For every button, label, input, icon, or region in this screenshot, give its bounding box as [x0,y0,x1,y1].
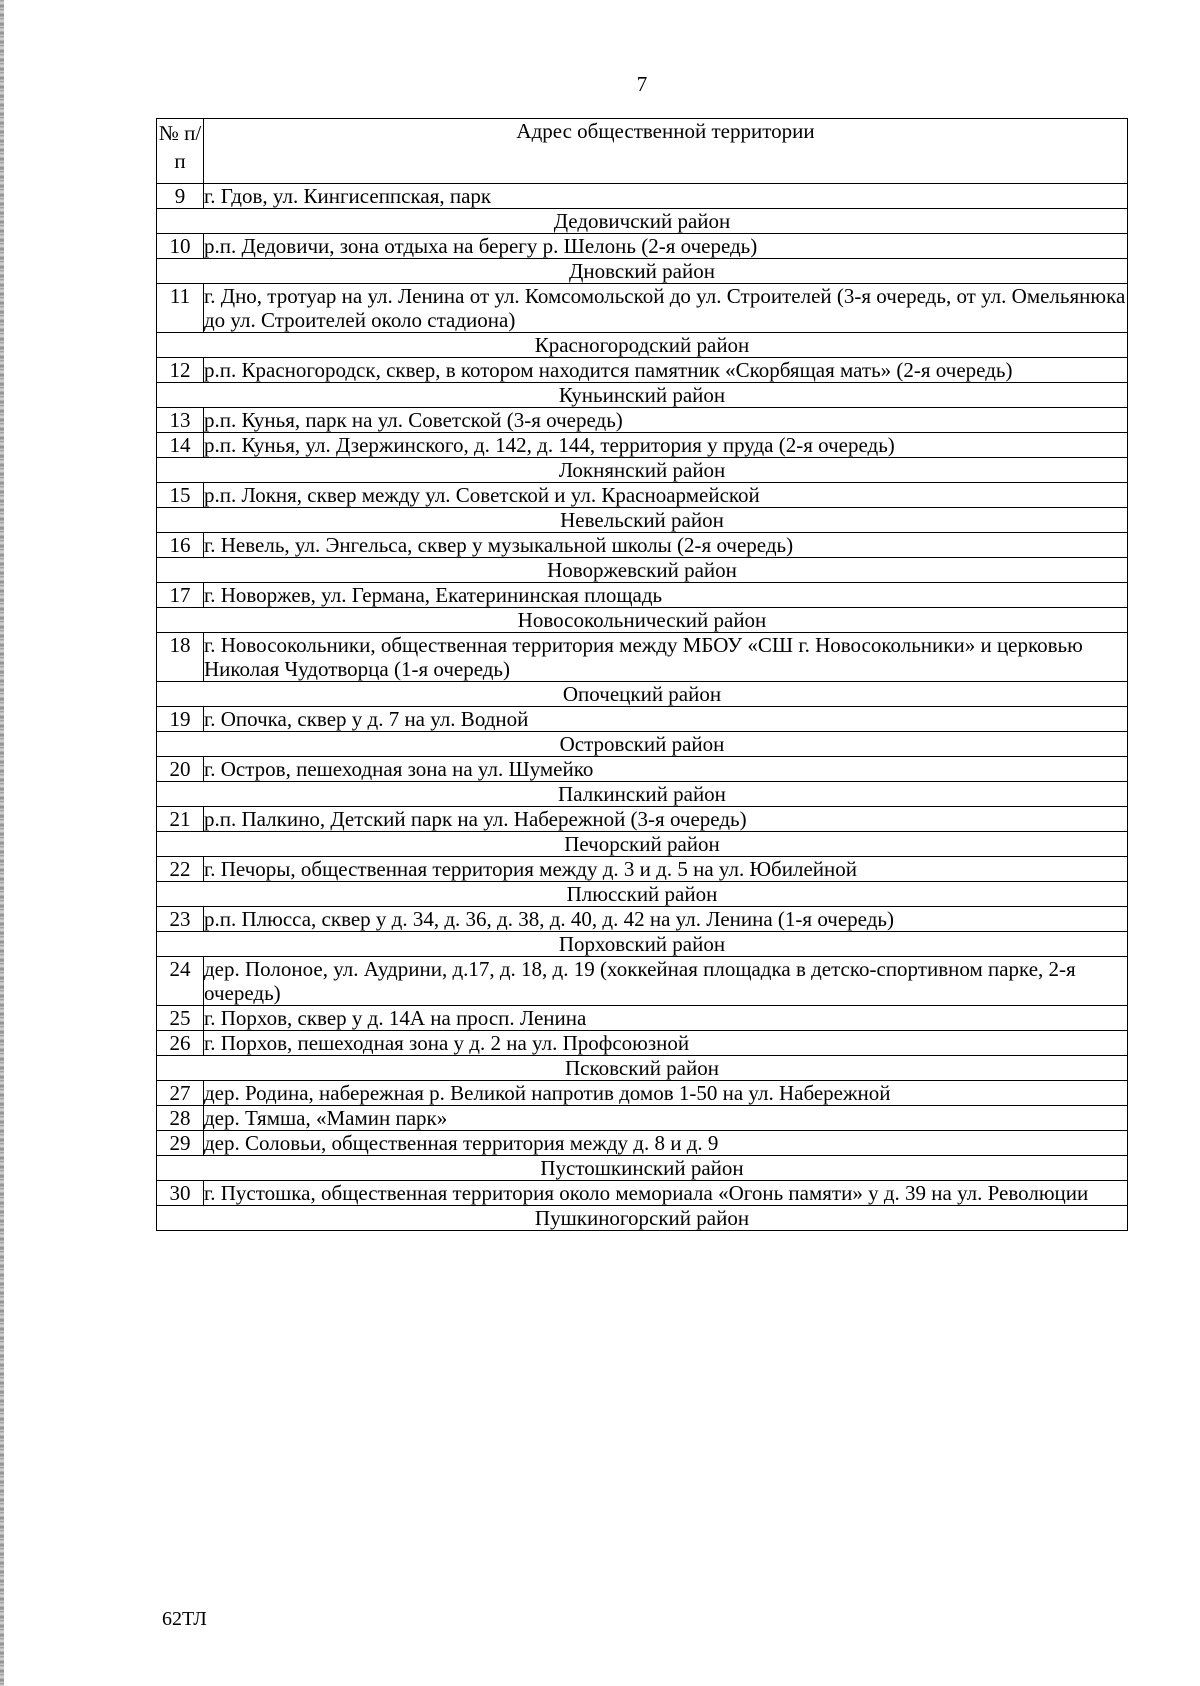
table-row [157,1006,1128,1031]
table-row [157,1106,1128,1131]
district-name: Локнянский район [157,458,1128,483]
table-row [157,1131,1128,1156]
district-row [157,1206,1128,1231]
table-row [157,433,1128,458]
header-address: Адрес общественной территории [204,119,1128,184]
address-text: г. Порхов, пешеходная зона у д. 2 на ул. Профсоюзной [204,1031,1128,1056]
address-text: дер. Полоное, ул. Аудрини, д.17, д. 18, д. 19 (хоккейная площадка в детско-спортивном парке, 2-я очередь) [204,957,1128,1006]
address-text: дер. Тямша, «Мамин парк» [204,1106,1128,1131]
address-text: г. Гдов, ул. Кингисеппская, парк [204,184,1128,209]
district-row [157,732,1128,757]
district-name: Пушкиногорский район [157,1206,1128,1231]
table-row [157,408,1128,433]
row-number: 30 [157,1181,204,1206]
district-name: Плюсский район [157,882,1128,907]
district-name: Невельский район [157,508,1128,533]
row-number: 26 [157,1031,204,1056]
district-row [157,333,1128,358]
table-row [157,1181,1128,1206]
address-text: г. Остров, пешеходная зона на ул. Шумейко [204,757,1128,782]
address-text: р.п. Палкино, Детский парк на ул. Набережной (3-я очередь) [204,807,1128,832]
table-row [157,483,1128,508]
table-row [157,1031,1128,1056]
table-body [157,184,1128,1231]
district-name: Островский район [157,732,1128,757]
row-number: 15 [157,483,204,508]
district-row [157,832,1128,857]
address-text: г. Дно, тротуар на ул. Ленина от ул. Комсомольской до ул. Строителей (3-я очередь, от ул. Омельянюка до ул. Строителей около стадиона) [204,284,1128,333]
table-row [157,957,1128,1006]
row-number: 16 [157,533,204,558]
district-row [157,508,1128,533]
table-row [157,757,1128,782]
row-number: 21 [157,807,204,832]
row-number: 19 [157,707,204,732]
table-header-row [157,119,1128,184]
district-name: Дедовичский район [157,209,1128,234]
page-number: 7 [636,72,648,96]
address-text: г. Опочка, сквер у д. 7 на ул. Водной [204,707,1128,732]
district-row [157,383,1128,408]
address-text: дер. Соловьи, общественная территория между д. 8 и д. 9 [204,1131,1128,1156]
row-number: 22 [157,857,204,882]
row-number: 9 [157,184,204,209]
row-number: 10 [157,234,204,259]
address-text: р.п. Кунья, парк на ул. Советской (3-я очередь) [204,408,1128,433]
row-number: 17 [157,583,204,608]
address-text: р.п. Красногородск, сквер, в котором находится памятник «Скорбящая мать» (2-я очередь) [204,358,1128,383]
district-name: Красногородский район [157,333,1128,358]
address-text: г. Невель, ул. Энгельса, сквер у музыкальной школы (2-я очередь) [204,533,1128,558]
row-number: 20 [157,757,204,782]
row-number: 23 [157,907,204,932]
row-number: 25 [157,1006,204,1031]
row-number: 29 [157,1131,204,1156]
district-name: Куньинский район [157,383,1128,408]
address-text: г. Печоры, общественная территория между д. 3 и д. 5 на ул. Юбилейной [204,857,1128,882]
address-text: р.п. Локня, сквер между ул. Советской и ул. Красноармейской [204,483,1128,508]
table-row [157,533,1128,558]
row-number: 18 [157,633,204,682]
district-row [157,608,1128,633]
header-number: № п/п [157,119,204,184]
district-row [157,458,1128,483]
address-text: р.п. Кунья, ул. Дзержинского, д. 142, д. 144, территория у пруда (2-я очередь) [204,433,1128,458]
district-row [157,259,1128,284]
table-row [157,907,1128,932]
district-name: Порховский район [157,932,1128,957]
row-number: 27 [157,1081,204,1106]
table-row [157,1081,1128,1106]
district-name: Пустошкинский район [157,1156,1128,1181]
address-text: г. Новоржев, ул. Германа, Екатерининская площадь [204,583,1128,608]
row-number: 13 [157,408,204,433]
address-text: г. Пустошка, общественная территория около мемориала «Огонь памяти» у д. 39 на ул. Революции [204,1181,1128,1206]
address-text: дер. Родина, набережная р. Великой напротив домов 1-50 на ул. Набережной [204,1081,1128,1106]
district-name: Дновский район [157,259,1128,284]
district-row [157,1156,1128,1181]
scan-edge-artifact [0,0,4,1686]
district-row [157,1056,1128,1081]
district-name: Псковский район [157,1056,1128,1081]
table-row [157,358,1128,383]
table-row [157,234,1128,259]
address-text: г. Новосокольники, общественная территория между МБОУ «СШ г. Новосокольники» и церковью Николая Чудотворца (1-я очередь) [204,633,1128,682]
table-row [157,284,1128,333]
district-row [157,209,1128,234]
row-number: 12 [157,358,204,383]
district-name: Палкинский район [157,782,1128,807]
row-number: 11 [157,284,204,333]
district-row [157,882,1128,907]
row-number: 24 [157,957,204,1006]
district-row [157,782,1128,807]
district-row [157,932,1128,957]
table-row [157,184,1128,209]
district-name: Печорский район [157,832,1128,857]
row-number: 14 [157,433,204,458]
district-name: Опочецкий район [157,682,1128,707]
table-row [157,633,1128,682]
address-text: г. Порхов, сквер у д. 14А на просп. Ленина [204,1006,1128,1031]
table-row [157,807,1128,832]
document-code: 62ТЛ [162,1608,207,1630]
territories-table [156,118,1128,1231]
district-row [157,682,1128,707]
table-row [157,583,1128,608]
address-text: р.п. Дедовичи, зона отдыха на берегу р. Шелонь (2-я очередь) [204,234,1128,259]
table-row [157,707,1128,732]
district-row [157,558,1128,583]
address-text: р.п. Плюсса, сквер у д. 34, д. 36, д. 38, д. 40, д. 42 на ул. Ленина (1-я очередь) [204,907,1128,932]
district-name: Новосокольнический район [157,608,1128,633]
district-name: Новоржевский район [157,558,1128,583]
table-row [157,857,1128,882]
row-number: 28 [157,1106,204,1131]
